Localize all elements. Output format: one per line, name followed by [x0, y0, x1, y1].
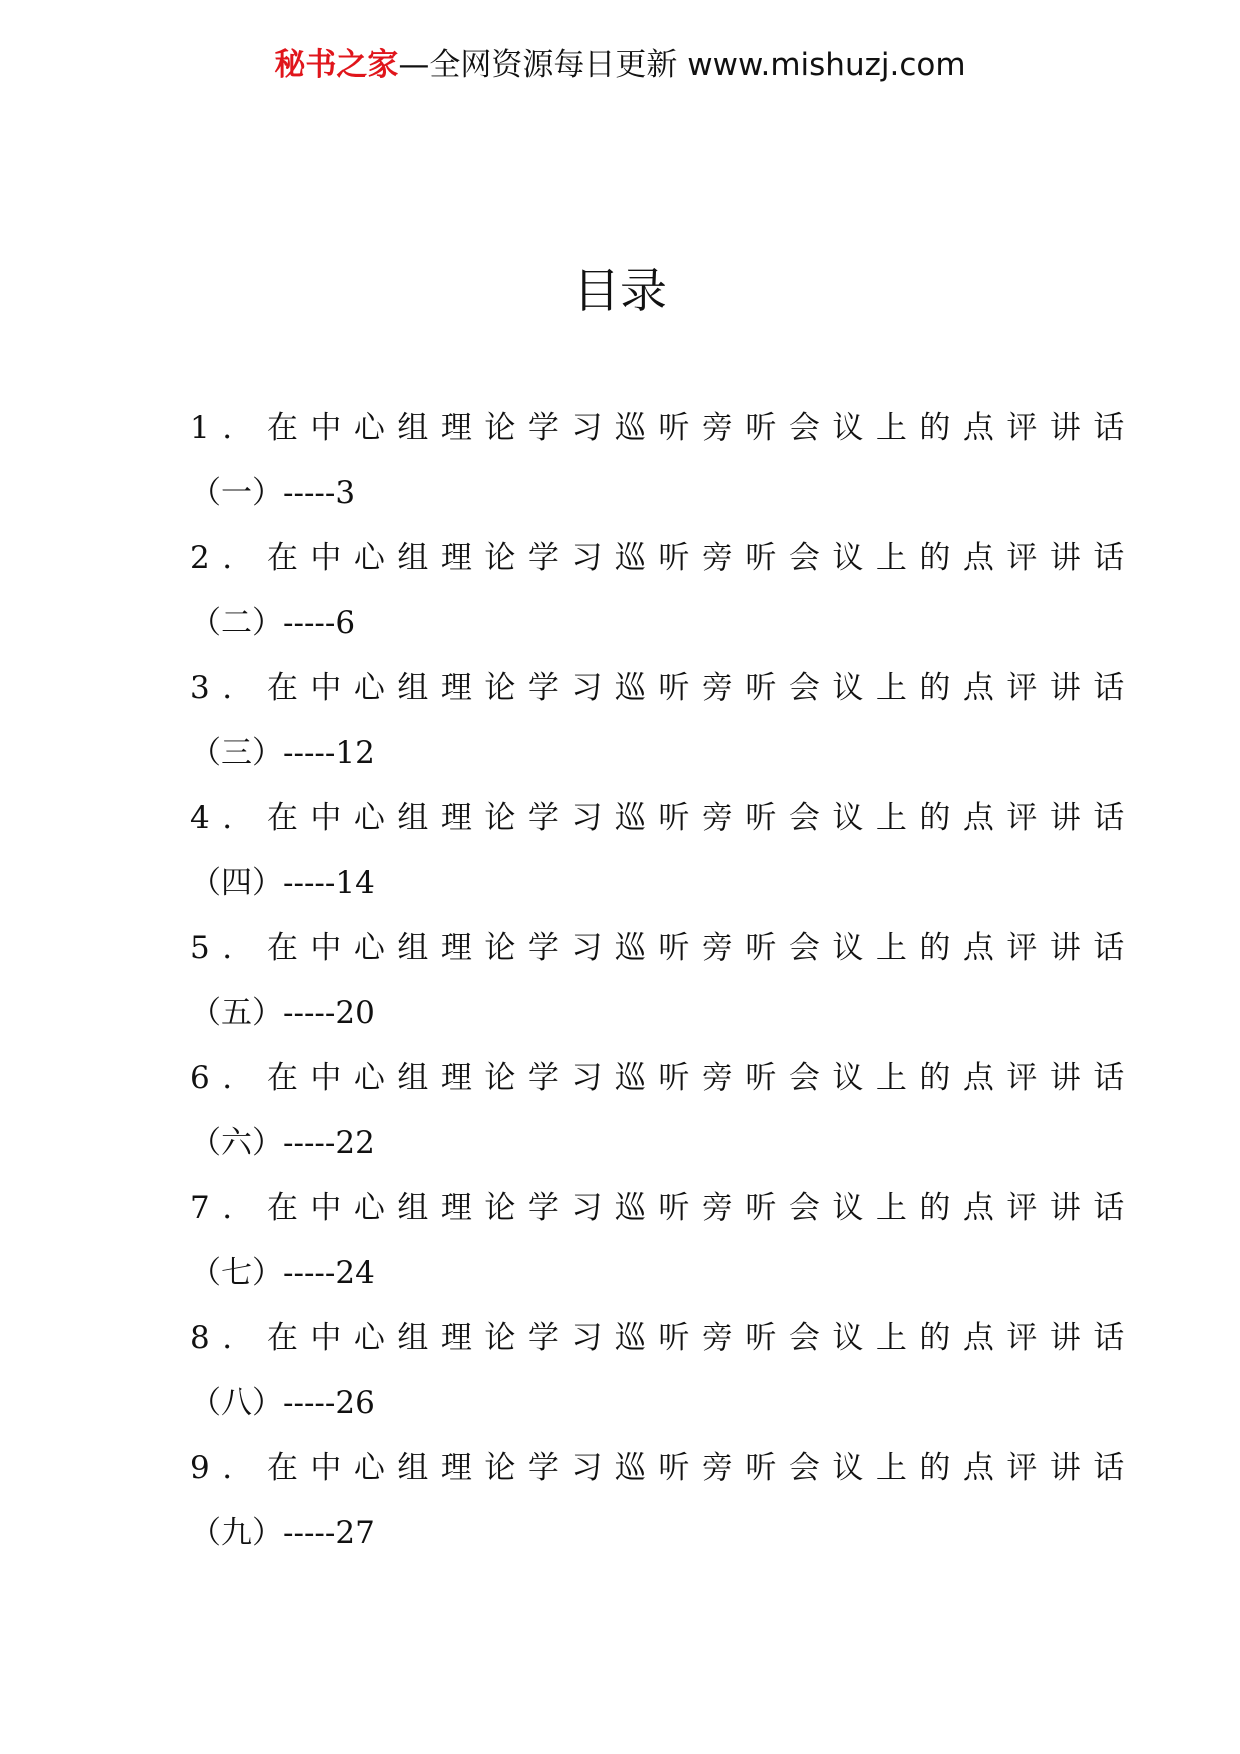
toc-entry-8[interactable] [190, 1306, 1137, 1436]
toc-entry-4[interactable] [190, 786, 1137, 916]
toc-entry-page: （六）-----22 [190, 1125, 375, 1161]
toc-entry-title: 8. 在中心组理论学习巡听旁听会议上的点评讲话 [190, 1320, 1137, 1356]
toc-entry-page: （一）-----3 [190, 475, 356, 511]
toc-entry-title: 9. 在中心组理论学习巡听旁听会议上的点评讲话 [190, 1450, 1137, 1486]
toc-entry-2[interactable] [190, 526, 1137, 656]
table-of-contents [190, 396, 1137, 1566]
toc-entry-3[interactable] [190, 656, 1137, 786]
page-header [0, 40, 1240, 90]
toc-entry-title: 5. 在中心组理论学习巡听旁听会议上的点评讲话 [190, 930, 1137, 966]
toc-entry-page: （五）-----20 [190, 995, 375, 1031]
header-tagline: —全网资源每日更新 www.mishuzj.com [398, 47, 966, 83]
toc-entry-title: 6. 在中心组理论学习巡听旁听会议上的点评讲话 [190, 1060, 1137, 1096]
toc-entry-page: （二）-----6 [190, 605, 356, 641]
toc-entry-title: 4. 在中心组理论学习巡听旁听会议上的点评讲话 [190, 800, 1137, 836]
toc-entry-page: （三）-----12 [190, 735, 375, 771]
toc-entry-title: 3. 在中心组理论学习巡听旁听会议上的点评讲话 [190, 670, 1137, 706]
brand-name: 秘书之家 [274, 47, 399, 83]
toc-entry-page: （九）-----27 [190, 1515, 375, 1551]
toc-entry-title: 1. 在中心组理论学习巡听旁听会议上的点评讲话 [190, 410, 1137, 446]
toc-entry-page: （八）-----26 [190, 1385, 375, 1421]
toc-title: 目录 [573, 264, 667, 319]
toc-entry-5[interactable] [190, 916, 1137, 1046]
toc-entry-6[interactable] [190, 1046, 1137, 1176]
toc-entry-1[interactable] [190, 396, 1137, 526]
toc-entry-9[interactable] [190, 1436, 1137, 1566]
toc-entry-title: 2. 在中心组理论学习巡听旁听会议上的点评讲话 [190, 540, 1137, 576]
toc-entry-title: 7. 在中心组理论学习巡听旁听会议上的点评讲话 [190, 1190, 1137, 1226]
toc-entry-page: （七）-----24 [190, 1255, 375, 1291]
toc-entry-7[interactable] [190, 1176, 1137, 1306]
toc-entry-page: （四）-----14 [190, 865, 375, 901]
